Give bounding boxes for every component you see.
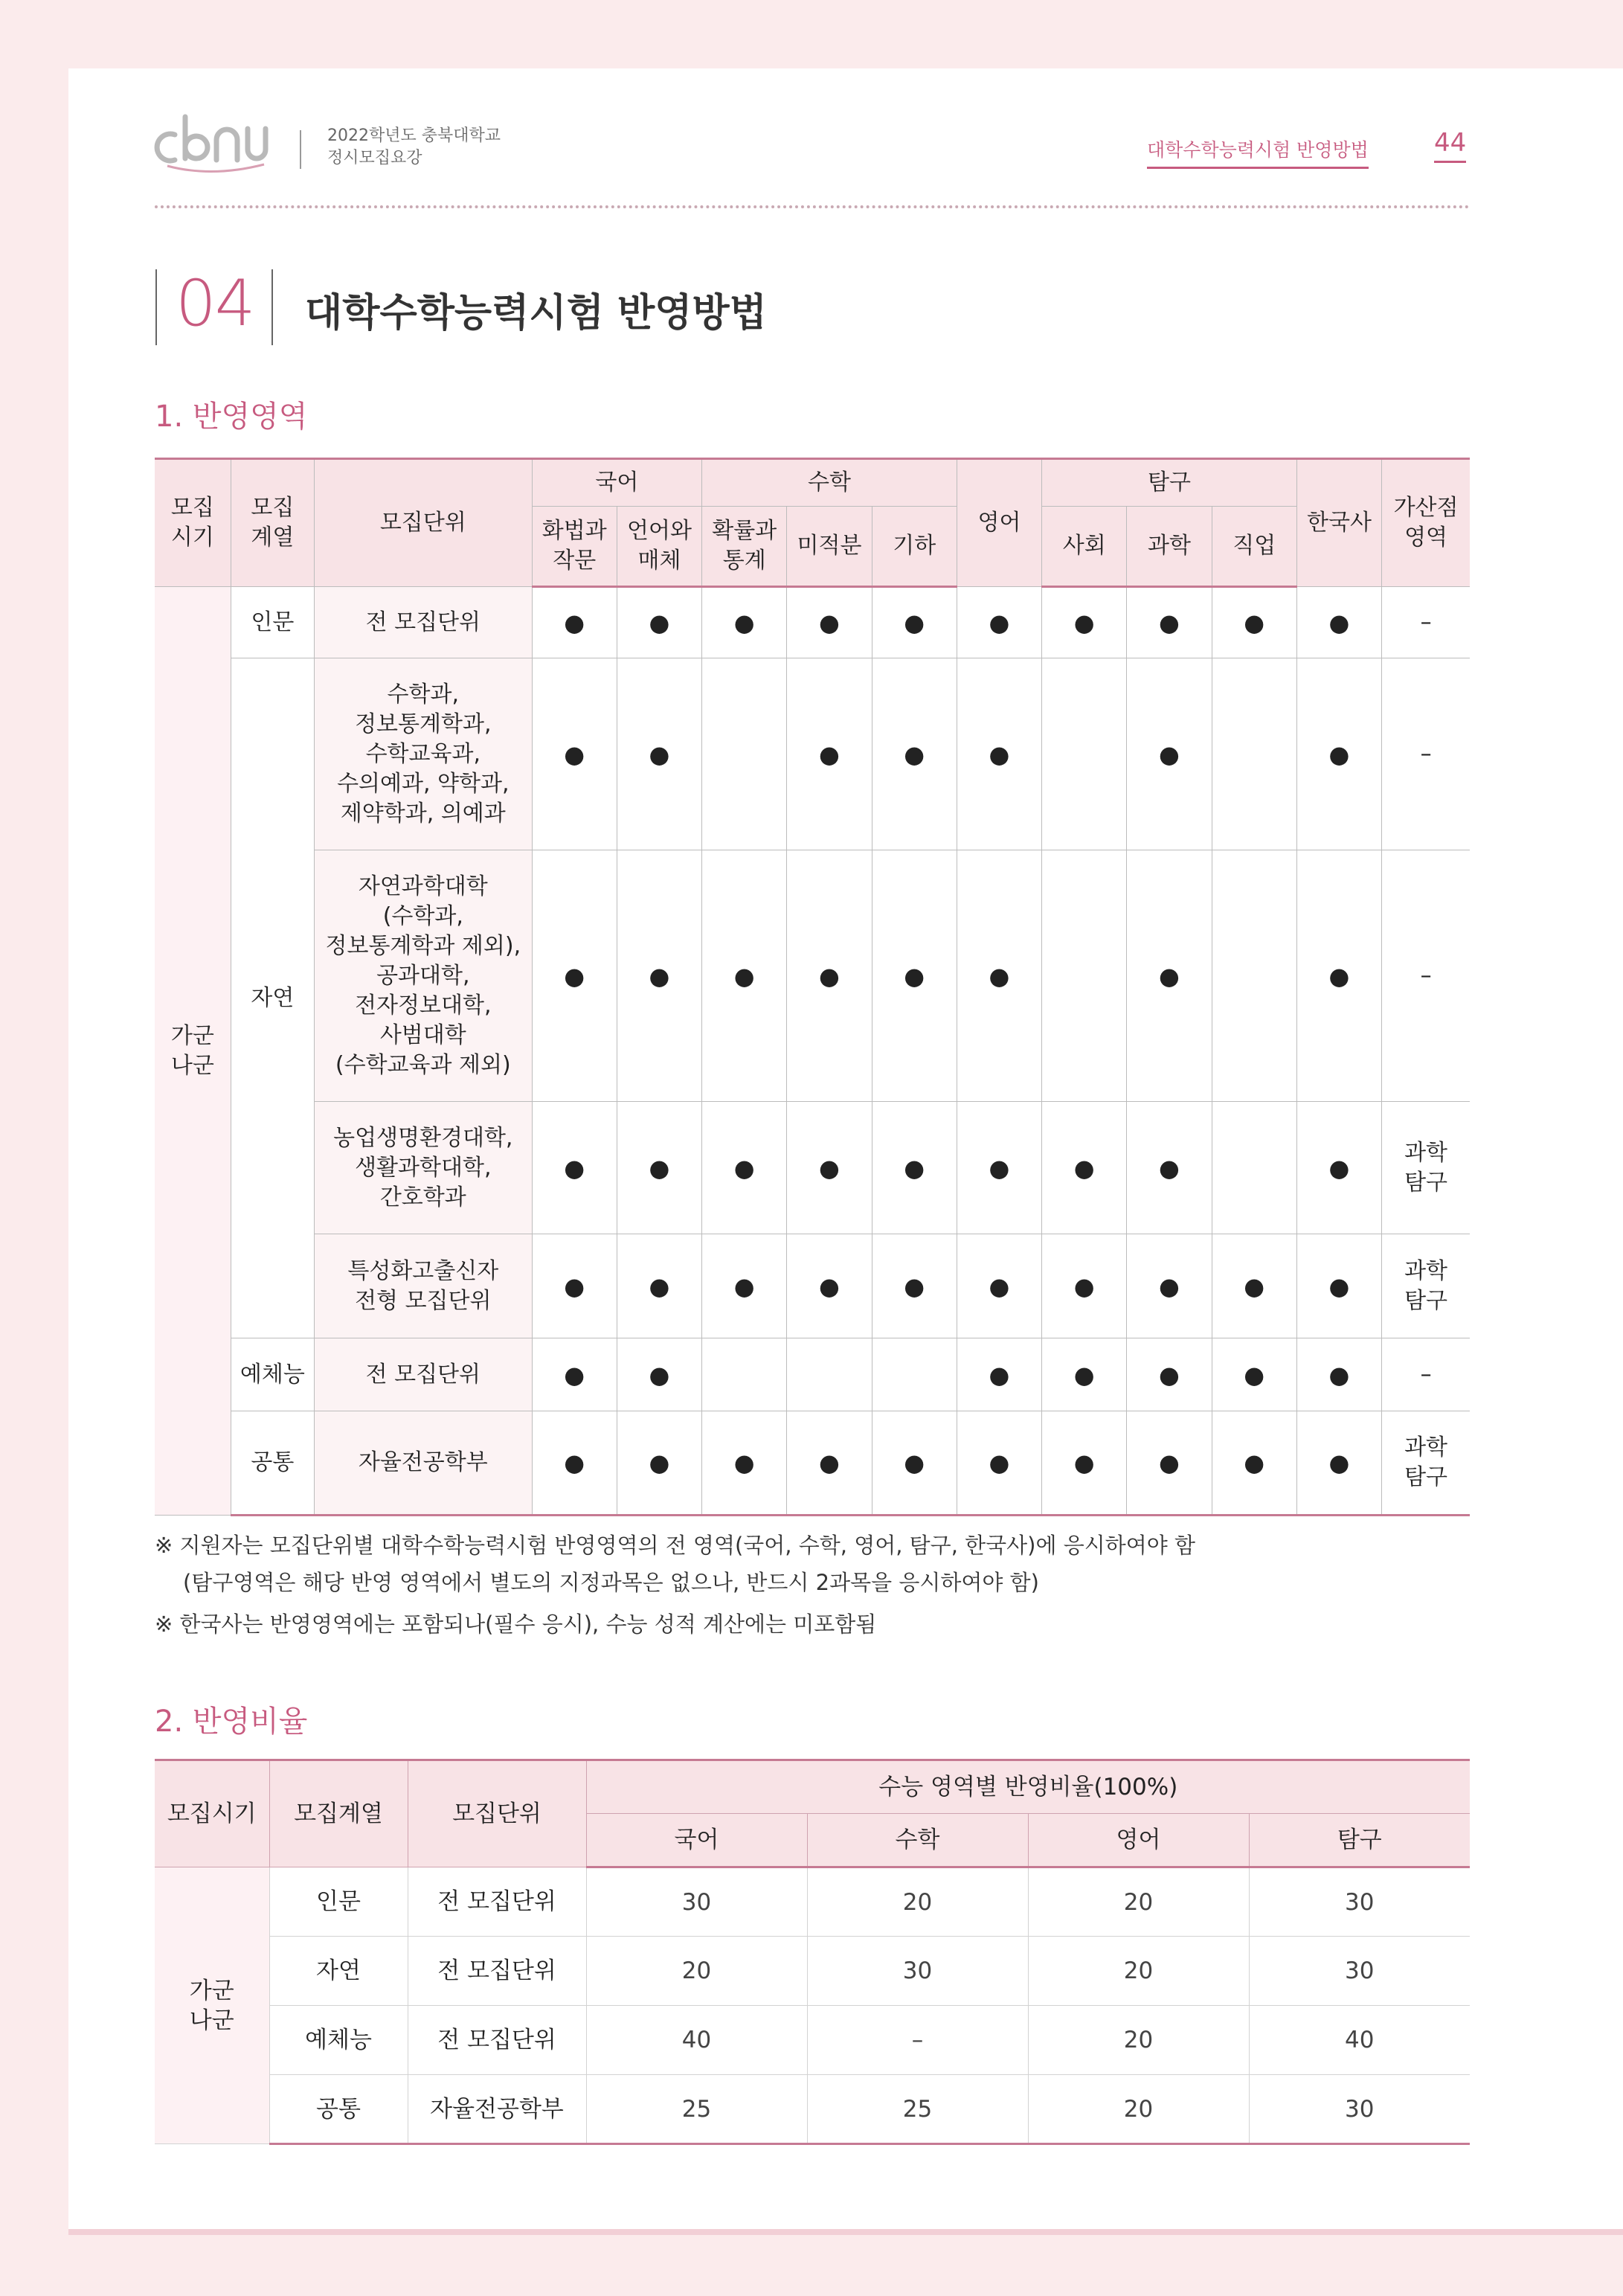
header-year: 2022학년도 충북대학교 bbox=[327, 126, 501, 145]
mark-cell: ● bbox=[702, 850, 787, 1102]
mark-cell: ● bbox=[532, 587, 617, 658]
mark-cell: ● bbox=[1296, 1234, 1381, 1338]
header-math: 수학 bbox=[702, 459, 957, 507]
unit-cell: 농업생명환경대학, 생활과학대학, 간호학과 bbox=[314, 1102, 532, 1234]
table-row bbox=[155, 1411, 1470, 1516]
ratio-cell: 30 bbox=[1249, 1867, 1470, 1937]
mark-cell: ● bbox=[617, 1411, 701, 1516]
mark-cell: ● bbox=[787, 850, 872, 1102]
mark-cell: ● bbox=[617, 1338, 701, 1411]
mark-cell: ● bbox=[787, 658, 872, 850]
header-period: 모집시기 bbox=[155, 1760, 269, 1867]
ratio-table bbox=[155, 1759, 1470, 2145]
ratio-cell: 20 bbox=[1028, 1937, 1249, 2006]
chapter-bar-left bbox=[155, 269, 157, 345]
mark-cell: ● bbox=[1042, 1102, 1127, 1234]
mark-cell: ● bbox=[1042, 587, 1127, 658]
mark-cell bbox=[702, 1338, 787, 1411]
period-cell: 가군 나군 bbox=[155, 587, 231, 1516]
unit-cell: 전 모집단위 bbox=[408, 2006, 586, 2075]
header-unit: 모집단위 bbox=[408, 1760, 586, 1867]
table-row bbox=[155, 1102, 1470, 1234]
field-cell: 자연 bbox=[231, 658, 314, 1338]
mark-cell: ● bbox=[702, 1102, 787, 1234]
table-row bbox=[155, 1867, 1470, 1937]
table-row bbox=[155, 1338, 1470, 1411]
field-cell: 인문 bbox=[269, 1867, 408, 1937]
header-field: 모집 계열 bbox=[231, 459, 314, 587]
mark-cell: ● bbox=[957, 587, 1041, 658]
mark-cell: ● bbox=[1212, 1411, 1296, 1516]
ratio-cell: 20 bbox=[807, 1867, 1028, 1937]
mark-cell: ● bbox=[1212, 1234, 1296, 1338]
mark-cell: ● bbox=[702, 1411, 787, 1516]
mark-cell: ● bbox=[872, 658, 957, 850]
header-korean: 국어 bbox=[532, 459, 702, 507]
table-row bbox=[155, 1937, 1470, 2006]
header-math-probability: 확률과 통계 bbox=[702, 507, 787, 587]
mark-cell bbox=[1212, 1102, 1296, 1234]
mark-cell bbox=[1212, 850, 1296, 1102]
mark-cell bbox=[1042, 658, 1127, 850]
field-cell: 예체능 bbox=[231, 1338, 314, 1411]
header-korean-speech: 화법과 작문 bbox=[532, 507, 617, 587]
bonus-cell: – bbox=[1382, 658, 1470, 850]
mark-cell: ● bbox=[532, 658, 617, 850]
mark-cell: ● bbox=[1042, 1411, 1127, 1516]
header-inquiry: 탐구 bbox=[1042, 459, 1297, 507]
chapter-number: 04 bbox=[176, 266, 254, 341]
unit-cell: 전 모집단위 bbox=[314, 587, 532, 658]
mark-cell: ● bbox=[702, 587, 787, 658]
mark-cell: ● bbox=[1296, 1338, 1381, 1411]
cbnu-logo bbox=[152, 106, 271, 181]
mark-cell: ● bbox=[1127, 587, 1212, 658]
bonus-cell: – bbox=[1382, 850, 1470, 1102]
bonus-cell: – bbox=[1382, 587, 1470, 658]
mark-cell: ● bbox=[702, 1234, 787, 1338]
mark-cell: ● bbox=[872, 1411, 957, 1516]
mark-cell: ● bbox=[787, 1411, 872, 1516]
mark-cell bbox=[787, 1338, 872, 1411]
ratio-cell: 25 bbox=[807, 2075, 1028, 2144]
ratio-cell: 40 bbox=[1249, 2006, 1470, 2075]
header-subject-inquiry: 탐구 bbox=[1249, 1814, 1470, 1867]
ratio-cell: 30 bbox=[586, 1867, 807, 1937]
header-math-calculus: 미적분 bbox=[787, 507, 872, 587]
bonus-cell: 과학 탐구 bbox=[1382, 1102, 1470, 1234]
page-number: 44 bbox=[1434, 128, 1466, 163]
unit-cell: 전 모집단위 bbox=[408, 1867, 586, 1937]
mark-cell: ● bbox=[1296, 658, 1381, 850]
header-divider bbox=[300, 130, 301, 169]
mark-cell bbox=[702, 658, 787, 850]
section1-notes bbox=[155, 1527, 1195, 1643]
ratio-cell: 30 bbox=[807, 1937, 1028, 2006]
mark-cell bbox=[1042, 850, 1127, 1102]
period-cell: 가군 나군 bbox=[155, 1867, 269, 2144]
header-subject-math: 수학 bbox=[807, 1814, 1028, 1867]
bottom-rule bbox=[68, 2229, 1623, 2235]
field-cell: 인문 bbox=[231, 587, 314, 658]
field-cell: 공통 bbox=[269, 2075, 408, 2144]
mark-cell: ● bbox=[787, 1234, 872, 1338]
header-field: 모집계열 bbox=[269, 1760, 408, 1867]
mark-cell: ● bbox=[1212, 587, 1296, 658]
section2-title: 2. 반영비율 bbox=[155, 1705, 308, 1739]
mark-cell: ● bbox=[1212, 1338, 1296, 1411]
ratio-cell: 40 bbox=[586, 2006, 807, 2075]
table-row bbox=[155, 2075, 1470, 2144]
note-2: ※ 한국사는 반영영역에는 포함되나(필수 응시), 수능 성적 계산에는 미포함됨 bbox=[155, 1612, 877, 1637]
mark-cell: ● bbox=[617, 850, 701, 1102]
mark-cell: ● bbox=[617, 658, 701, 850]
ratio-cell: 20 bbox=[1028, 2006, 1249, 2075]
subject-area-table bbox=[155, 458, 1470, 1516]
mark-cell: ● bbox=[1127, 1338, 1212, 1411]
bonus-cell: – bbox=[1382, 1338, 1470, 1411]
header-math-geometry: 기하 bbox=[872, 507, 957, 587]
unit-cell: 수학과, 정보통계학과, 수학교육과, 수의예과, 약학과, 제약학과, 의예과 bbox=[314, 658, 532, 850]
unit-cell: 자율전공학부 bbox=[314, 1411, 532, 1516]
mark-cell: ● bbox=[957, 1102, 1041, 1234]
note-1-detail: (탐구영역은 해당 반영 영역에서 별도의 지정과목은 없으나, 반드시 2과목을 응시하여야 함) bbox=[183, 1570, 1039, 1595]
header-history: 한국사 bbox=[1296, 459, 1381, 587]
mark-cell: ● bbox=[787, 587, 872, 658]
mark-cell: ● bbox=[1127, 850, 1212, 1102]
header-period: 모집 시기 bbox=[155, 459, 231, 587]
unit-cell: 자율전공학부 bbox=[408, 2075, 586, 2144]
mark-cell: ● bbox=[957, 658, 1041, 850]
ratio-cell: 30 bbox=[1249, 1937, 1470, 2006]
field-cell: 공통 bbox=[231, 1411, 314, 1516]
header-dotted-rule bbox=[155, 205, 1470, 208]
mark-cell: ● bbox=[532, 1234, 617, 1338]
mark-cell: ● bbox=[617, 1102, 701, 1234]
mark-cell: ● bbox=[532, 850, 617, 1102]
mark-cell: ● bbox=[1127, 658, 1212, 850]
mark-cell: ● bbox=[1127, 1102, 1212, 1234]
mark-cell: ● bbox=[1042, 1338, 1127, 1411]
mark-cell: ● bbox=[957, 1234, 1041, 1338]
mark-cell: ● bbox=[1296, 587, 1381, 658]
table-row bbox=[155, 587, 1470, 658]
header-section-title[interactable]: 대학수학능력시험 반영방법 bbox=[1147, 135, 1369, 169]
header-korean-language: 언어와 매체 bbox=[617, 507, 701, 587]
header-bonus: 가산점 영역 bbox=[1382, 459, 1470, 587]
section1-title: 1. 반영영역 bbox=[155, 400, 308, 434]
bonus-cell: 과학 탐구 bbox=[1382, 1234, 1470, 1338]
unit-cell: 특성화고출신자 전형 모집단위 bbox=[314, 1234, 532, 1338]
ratio-cell: 20 bbox=[1028, 2075, 1249, 2144]
bonus-cell: 과학 탐구 bbox=[1382, 1411, 1470, 1516]
field-cell: 자연 bbox=[269, 1937, 408, 2006]
mark-cell: ● bbox=[1127, 1411, 1212, 1516]
mark-cell: ● bbox=[872, 1102, 957, 1234]
mark-cell: ● bbox=[957, 850, 1041, 1102]
table-row bbox=[155, 658, 1470, 850]
mark-cell: ● bbox=[1296, 850, 1381, 1102]
table-row bbox=[155, 1234, 1470, 1338]
mark-cell: ● bbox=[532, 1338, 617, 1411]
mark-cell: ● bbox=[1296, 1102, 1381, 1234]
mark-cell: ● bbox=[617, 1234, 701, 1338]
header-subject-korean: 국어 bbox=[586, 1814, 807, 1867]
mark-cell: ● bbox=[957, 1411, 1041, 1516]
unit-cell: 전 모집단위 bbox=[408, 1937, 586, 2006]
unit-cell: 자연과학대학 (수학과, 정보통계학과 제외), 공과대학, 전자정보대학, 사범대학 (수학교육과 제외) bbox=[314, 850, 532, 1102]
mark-cell: ● bbox=[1127, 1234, 1212, 1338]
header-english: 영어 bbox=[957, 459, 1041, 587]
mark-cell: ● bbox=[787, 1102, 872, 1234]
mark-cell: ● bbox=[1042, 1234, 1127, 1338]
mark-cell: ● bbox=[872, 587, 957, 658]
chapter-title: 대학수학능력시험 반영방법 bbox=[305, 291, 767, 336]
field-cell: 예체능 bbox=[269, 2006, 408, 2075]
header-ratio: 수능 영역별 반영비율(100%) bbox=[586, 1760, 1470, 1814]
mark-cell: ● bbox=[1296, 1411, 1381, 1516]
header-inquiry-social: 사회 bbox=[1042, 507, 1127, 587]
mark-cell: ● bbox=[617, 587, 701, 658]
ratio-cell: 20 bbox=[586, 1937, 807, 2006]
table-row bbox=[155, 2006, 1470, 2075]
mark-cell: ● bbox=[532, 1411, 617, 1516]
ratio-cell: 30 bbox=[1249, 2075, 1470, 2144]
mark-cell: ● bbox=[957, 1338, 1041, 1411]
mark-cell: ● bbox=[872, 1234, 957, 1338]
header-inquiry-vocational: 직업 bbox=[1212, 507, 1296, 587]
header-inquiry-science: 과학 bbox=[1127, 507, 1212, 587]
mark-cell: ● bbox=[872, 850, 957, 1102]
header-unit: 모집단위 bbox=[314, 459, 532, 587]
ratio-cell: 25 bbox=[586, 2075, 807, 2144]
unit-cell: 전 모집단위 bbox=[314, 1338, 532, 1411]
mark-cell bbox=[1212, 658, 1296, 850]
note-1: ※ 지원자는 모집단위별 대학수학능력시험 반영영역의 전 영역(국어, 수학, 영어, 탐구, 한국사)에 응시하여야 함 bbox=[155, 1533, 1196, 1558]
ratio-cell: 20 bbox=[1028, 1867, 1249, 1937]
ratio-cell: – bbox=[807, 2006, 1028, 2075]
header-subject-english: 영어 bbox=[1028, 1814, 1249, 1867]
mark-cell bbox=[872, 1338, 957, 1411]
header-guide: 정시모집요강 bbox=[327, 149, 422, 167]
table-row bbox=[155, 850, 1470, 1102]
mark-cell: ● bbox=[532, 1102, 617, 1234]
chapter-bar-right bbox=[271, 269, 273, 345]
